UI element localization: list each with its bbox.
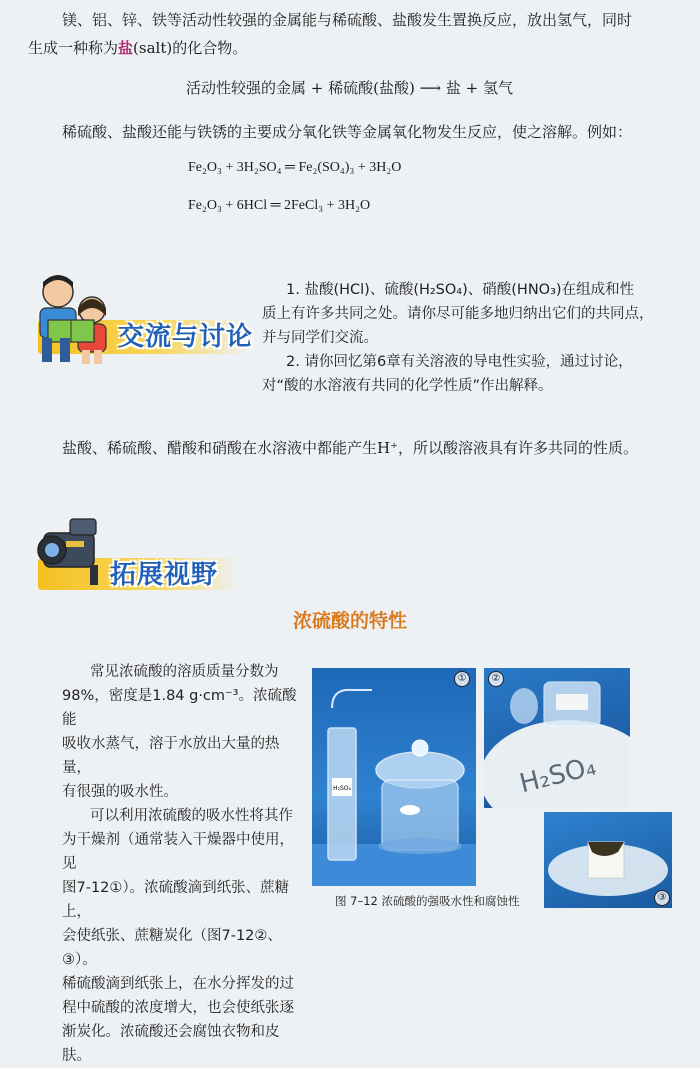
video-camera-icon <box>30 505 116 591</box>
salt-keyword: 盐 <box>118 39 134 57</box>
photo-2-number: ② <box>488 671 504 687</box>
expand-text <box>62 660 302 1068</box>
q2-line-1: 2. 请你回忆第6章有关溶液的导电性实验，通过讨论， <box>286 354 633 370</box>
equation-2: Fe₂O₃ + 6HCl ═ 2FeCl₃ + 3H₂O <box>188 198 371 213</box>
acid-paragraph: 盐酸、稀硫酸、醋酸和硝酸在水溶液中都能产生H⁺，所以酸溶液具有许多共同的性质。 <box>62 439 639 457</box>
expand-badge-title: 拓展视野 <box>110 560 219 590</box>
photo-paper <box>484 668 630 808</box>
intro-line-2 <box>28 36 688 60</box>
discussion-badge-title: 交流与讨论 <box>118 322 254 352</box>
q2-line-2: 对“酸的水溶液有共同的化学性质”作出解释。 <box>262 378 553 394</box>
photo-desiccator <box>312 668 476 886</box>
intro-line-2-before: 生成一种称为 <box>28 39 119 57</box>
expand-line: 98%，密度是1.84 g·cm⁻³。浓硫酸能 <box>62 688 297 728</box>
intro-line-2-after: (salt)的化合物。 <box>133 39 248 57</box>
expand-line: 有很强的吸水性。 <box>62 784 178 800</box>
q1-line-2: 质上有许多共同之处。请你尽可能多地归纳出它们的共同点， <box>262 306 654 322</box>
photo-sugar <box>544 812 672 908</box>
expand-line: 为干燥剂（通常装入干燥器中使用，见 <box>62 832 294 872</box>
photo-3-number: ③ <box>654 890 670 906</box>
expand-line: 稀硫酸滴到纸张上，在水分挥发的过 <box>62 976 294 992</box>
sugar-illustration <box>544 812 672 908</box>
intro-line-1: 镁、铝、锌、铁等活动性较强的金属能与稀硫酸、盐酸发生置换反应，放出氢气，同时 <box>62 11 633 29</box>
expand-line: 可以利用浓硫酸的吸水性将其作 <box>90 808 293 824</box>
expand-line: 图7-12①）。浓硫酸滴到纸张、蔗糖上， <box>62 880 290 920</box>
photo-1-number: ① <box>454 671 470 687</box>
paper-h2so4-text: H₂SO₄ <box>516 751 600 800</box>
expand-line: 程中硫酸的浓度增大，也会使纸张逐 <box>62 1000 294 1016</box>
figure-caption: 图 7–12 浓硫酸的强吸水性和腐蚀性 <box>335 894 520 908</box>
section-title: 浓硫酸的特性 <box>292 610 407 632</box>
expand-line: 常见浓硫酸的溶质质量分数为 <box>90 664 279 680</box>
q1-line-3: 并与同学们交流。 <box>262 330 378 346</box>
expand-line: 吸收水蒸气，溶于水放出大量的热量， <box>62 736 280 776</box>
bottle-label: H₂SO₄ <box>333 785 351 792</box>
expand-line: 渐炭化。浓硫酸还会腐蚀衣物和皮肤。 <box>62 1024 280 1064</box>
equation-1: Fe₂O₃ + 3H₂SO₄ ═ Fe₂(SO₄)₃ + 3H₂O <box>188 160 402 175</box>
desiccator-illustration <box>312 668 476 886</box>
word-equation: 活动性较强的金属 + 稀硫酸(盐酸) ⟶ 盐 + 氢气 <box>186 79 513 97</box>
q1-line-1: 1. 盐酸(HCl)、硫酸(H₂SO₄)、硝酸(HNO₃)在组成和性 <box>286 282 635 298</box>
rust-paragraph: 稀硫酸、盐酸还能与铁锈的主要成分氧化铁等金属氧化物发生反应，使之溶解。例如： <box>62 123 633 141</box>
students-reading-icon <box>20 270 120 370</box>
paper-illustration <box>484 668 630 808</box>
discussion-questions <box>262 278 682 398</box>
expand-line: 会使纸张、蔗糖炭化（图7-12②、③）。 <box>62 928 282 968</box>
